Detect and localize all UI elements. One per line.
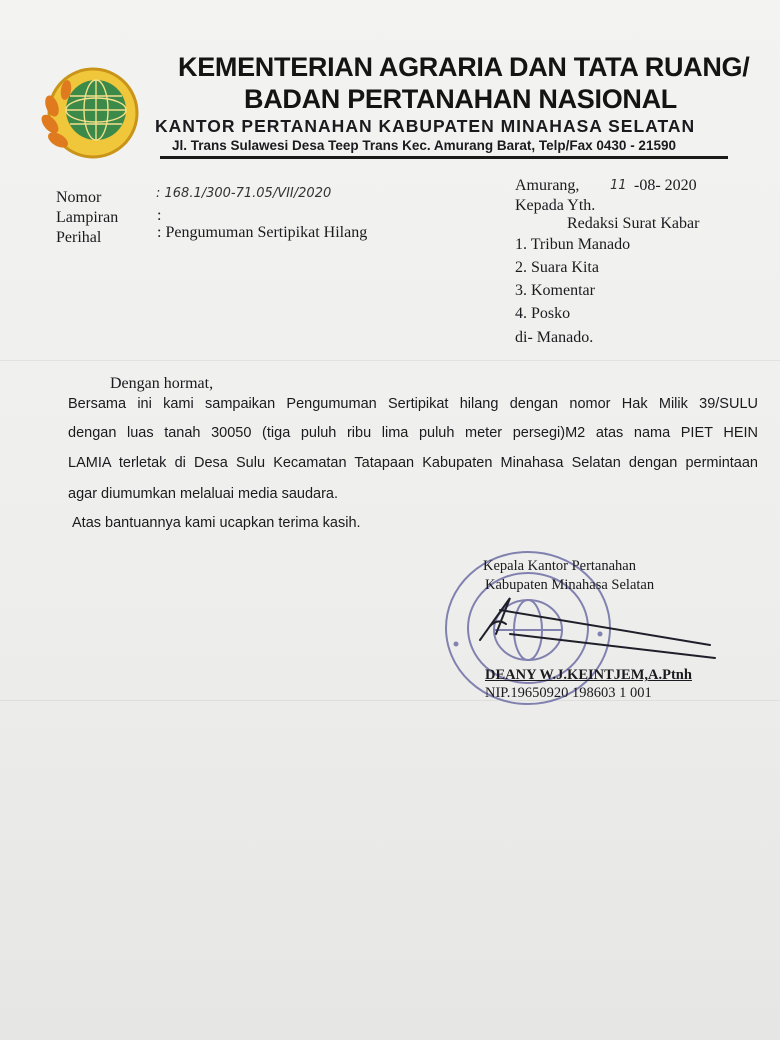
perihal-label: Perihal [56, 229, 102, 246]
recipient-heading: Kepada Yth. [515, 197, 596, 214]
letter-city: Amurang, [515, 177, 580, 194]
office-name: KANTOR PERTANAHAN KABUPATEN MINAHASA SELATAN [155, 116, 696, 136]
recipient-item: 2. Suara Kita [515, 259, 599, 276]
body-line: agar diumumkan melaluai media saudara. [68, 486, 339, 502]
lampiran-label: Lampiran [56, 209, 119, 226]
signer-position: Kabupaten Minahasa Selatan [485, 577, 655, 593]
ministry-title: KEMENTERIAN AGRARIA DAN TATA RUANG/ [178, 52, 750, 82]
office-address: Jl. Trans Sulawesi Desa Teep Trans Kec. Amurang Barat, Telp/Fax 0430 - 21590 [172, 138, 676, 153]
letterhead-rule [160, 156, 728, 159]
signer-nip: NIP.19650920 198603 1 001 [485, 685, 652, 701]
letter-date: -08- 2020 [634, 177, 697, 194]
recipient-item: 3. Komentar [515, 282, 595, 299]
signer-name: DEANY W.J.KEINTJEM,A.Ptnh [485, 667, 692, 683]
recipient-item: 4. Posko [515, 305, 571, 322]
recipient-item: 1. Tribun Manado [515, 236, 631, 253]
perihal-value: : Pengumuman Sertipikat Hilang [157, 224, 368, 241]
signer-position: Kepala Kantor Pertanahan [483, 558, 636, 574]
closing-sentence: Atas bantuannya kami ucapkan terima kasih. [72, 515, 361, 531]
nomor-value: : 168.1/300-71.05/VII/2020 [156, 186, 332, 201]
body-line: Bersama ini kami sampaikan Pengumuman Sertipikat hilang dengan nomor Hak Milik 39/SULU [68, 396, 758, 412]
paper-crease [0, 360, 780, 361]
body-line: dengan luas tanah 30050 (tiga puluh ribu lima puluh meter persegi)M2 atas nama PIET HEIN [68, 425, 758, 441]
nomor-label: Nomor [56, 189, 102, 206]
lampiran-value: : [157, 207, 162, 224]
handwritten-signature [470, 590, 720, 670]
body-line: LAMIA terletak di Desa Sulu Kecamatan Tatapaan Kabupaten Minahasa Selatan dengan permintaan [68, 455, 758, 471]
bpn-globe-logo-icon [38, 58, 148, 168]
salutation: Dengan hormat, [110, 375, 214, 392]
letter-day: 11 [610, 178, 627, 193]
agency-title: BADAN PERTANAHAN NASIONAL [244, 84, 677, 114]
recipient-location: di- Manado. [515, 329, 594, 346]
paper-crease [0, 700, 780, 701]
recipient-title: Redaksi Surat Kabar [567, 215, 700, 232]
